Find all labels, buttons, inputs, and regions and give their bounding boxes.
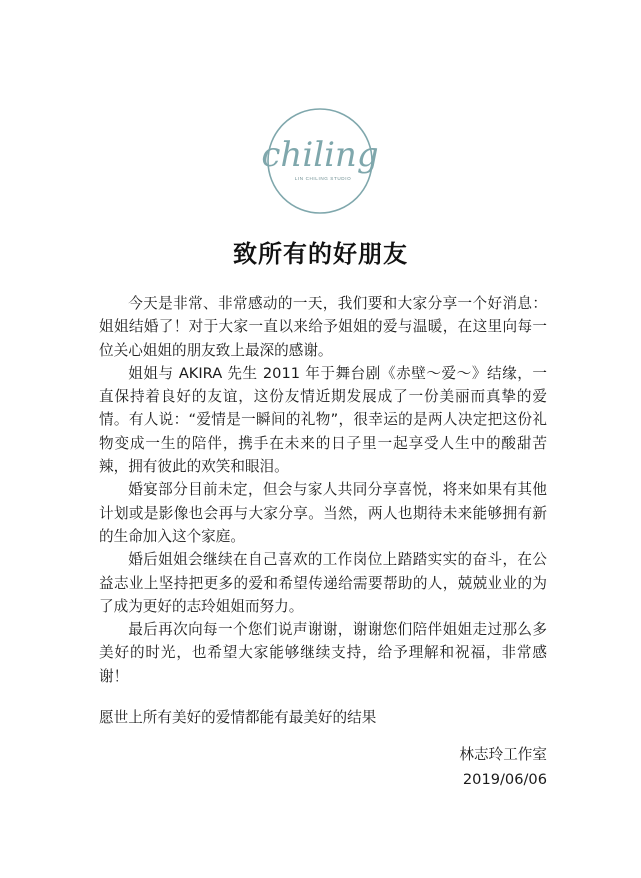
paragraph-wedding-plans: 婚宴部分目前未定，但会与家人共同分享喜悦，将来如果有其他计划或是影像也会再与大家分享。当然，两人也期待未来能够拥有新的生命加入这个家庭。	[99, 481, 547, 545]
signature-name: 林志玲工作室	[459, 746, 547, 763]
studio-logo	[245, 86, 395, 236]
logo-script-text: chiling	[261, 135, 379, 175]
paragraph-story: 姐姐与 AKIRA 先生 2011 年于舞台剧《赤壁～爱～》结缘，一直保持着良好的友谊，这份友情近期发展成了一份美丽而真挚的爱情。有人说：“爱情是一瞬间的礼物”，很幸运的是两人决定把这份礼物变成一生的陪伴，携手在未来的日子里一起享受人生中的酸甜苦辣，拥有彼此的欢笑和眼泪。	[99, 364, 547, 476]
logo-studio-name: LIN CHILING STUDIO	[294, 176, 352, 181]
studio-logo-icon	[245, 86, 395, 236]
paragraph-thanks: 最后再次向每一个您们说声谢谢，谢谢您们陪伴姐姐走过那么多美好的时光，也希望大家能够继续支持，给予理解和祝福，非常感谢！	[99, 621, 547, 685]
signature-block	[459, 742, 547, 792]
paragraph-announcement: 今天是非常、非常感动的一天，我们要和大家分享一个好消息：姐姐结婚了！对于大家一直以来给予姐姐的爱与温暖，在这里向每一位关心姐姐的朋友致上最深的感谢。	[99, 295, 547, 359]
closing-line: 愿世上所有美好的爱情都能有最美好的结果	[99, 709, 377, 726]
signature-date: 2019/06/06	[462, 771, 547, 788]
statement-body	[99, 292, 547, 688]
paragraph-career: 婚后姐姐会继续在自己喜欢的工作岗位上踏踏实实的奋斗，在公益志业上坚持把更多的爱和希望传递给需要帮助的人，兢兢业业的为了成为更好的志玲姐姐而努力。	[99, 551, 547, 615]
page-title: 致所有的好朋友	[233, 240, 408, 268]
